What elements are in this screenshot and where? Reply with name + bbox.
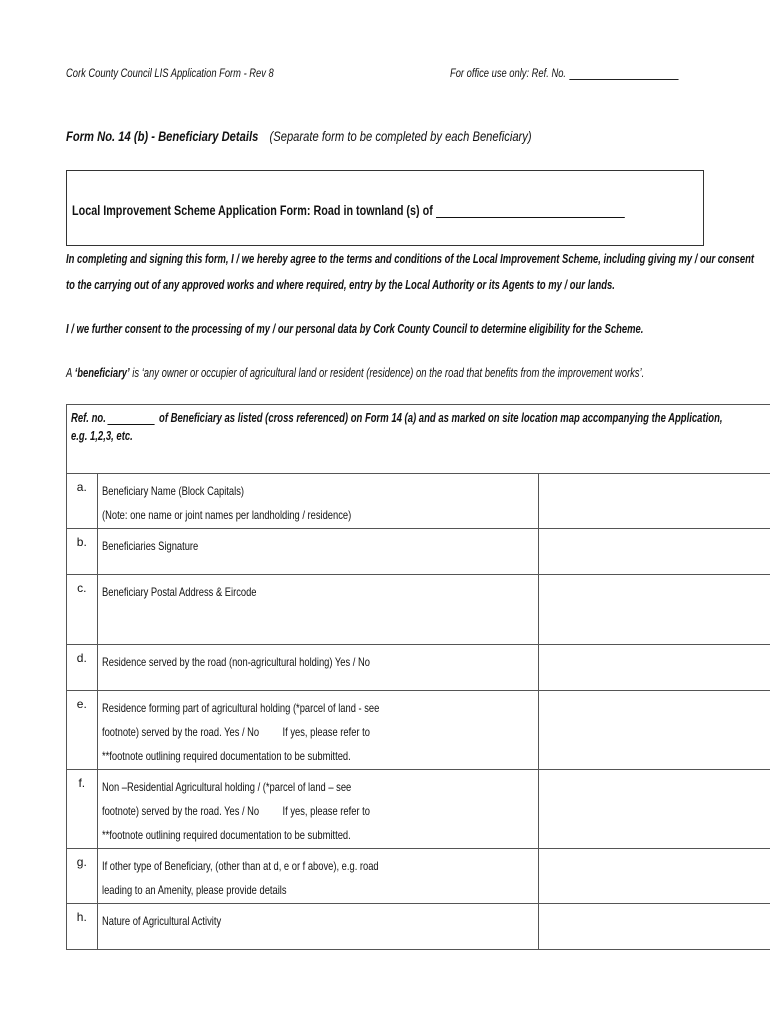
row-letter: c. (67, 575, 98, 645)
row-letter: d. (67, 645, 98, 691)
row-letter: f. (67, 770, 98, 849)
townland-field[interactable] (436, 205, 625, 218)
agricultural-residence-field[interactable] (538, 691, 770, 770)
application-title: Local Improvement Scheme Application Form: Road in townland (s) of (72, 203, 433, 218)
row-letter: e. (67, 691, 98, 770)
row-letter: b. (67, 529, 98, 575)
row-label: Nature of Agricultural Activity (97, 904, 538, 950)
residence-yes-no-field[interactable] (538, 645, 770, 691)
ref-label: Ref. no. (71, 411, 106, 425)
ref-number-field[interactable] (107, 414, 154, 425)
ref-example: e.g. 1,2,3, etc. (71, 429, 133, 443)
row-letter: h. (67, 904, 98, 950)
row-label: Non –Residential Agricultural holding / (*parcel of land – see footnote) served by the road. Yes / No If yes, please refer to **footnote outlining required documentation to be submitted. (97, 770, 538, 849)
table-row (67, 691, 770, 770)
data-consent-paragraph: I / we further consent to the processing of my / our personal data by Cork County Council to determine eligibility for the Scheme. (66, 322, 644, 336)
form-note: (Separate form to be completed by each Beneficiary) (269, 128, 532, 144)
row-label: Residence served by the road (non-agricultural holding) Yes / No (97, 645, 538, 691)
table-row (67, 904, 770, 950)
table-row (67, 645, 770, 691)
row-label: Beneficiary Name (Block Capitals) (Note: one name or joint names per landholding / residence) (97, 474, 538, 529)
table-row (67, 849, 770, 904)
consent-paragraph-line2: to the carrying out of any approved works and where required, entry by the Local Authority or its Agents to my / our lands. (66, 278, 615, 292)
office-use-label: For office use only: Ref. No. (450, 66, 567, 80)
form-revision-text: Cork County Council LIS Application Form - Rev 8 (66, 66, 274, 80)
application-title-box (66, 170, 704, 246)
ref-description: of Beneficiary as listed (cross referenced) on Form 14 (a) and as marked on site location map accompanying the Application, (159, 411, 723, 425)
table-row (67, 770, 770, 849)
row-label: Beneficiaries Signature (97, 529, 538, 575)
office-use-ref (450, 66, 743, 80)
row-label: Beneficiary Postal Address & Eircode (97, 575, 538, 645)
beneficiary-name-field[interactable] (538, 474, 770, 529)
beneficiary-definition: A ‘beneficiary’ is ‘any owner or occupier of agricultural land or resident (residence) on the road that benefits from the improvement works’. (66, 366, 645, 380)
other-beneficiary-field[interactable] (538, 849, 770, 904)
row-letter: a. (67, 474, 98, 529)
office-ref-field[interactable] (569, 79, 678, 80)
row-letter: g. (67, 849, 98, 904)
table-row (67, 529, 770, 575)
row-label: Residence forming part of agricultural holding (*parcel of land - see footnote) served by the road. Yes / No If yes, please refer to **footnote outlining required documentation to be submitted. (97, 691, 538, 770)
table-row (67, 474, 770, 529)
form-number: Form No. 14 (b) - Beneficiary Details (66, 128, 259, 144)
non-residential-holding-field[interactable] (538, 770, 770, 849)
postal-address-field[interactable] (538, 575, 770, 645)
row-label: If other type of Beneficiary, (other than at d, e or f above), e.g. road leading to an Amenity, please provide details (97, 849, 538, 904)
form-revision-header (66, 66, 332, 80)
agricultural-activity-field[interactable] (538, 904, 770, 950)
reference-header-cell (67, 405, 770, 474)
definition-term: ‘beneficiary’ (74, 366, 130, 380)
table-row (67, 575, 770, 645)
beneficiary-details-table (66, 404, 770, 950)
consent-paragraph-line1: In completing and signing this form, I / we hereby agree to the terms and conditions of the Local Improvement Scheme, including giving my / our consent (66, 252, 754, 266)
signature-field[interactable] (538, 529, 770, 575)
form-title (66, 128, 648, 144)
